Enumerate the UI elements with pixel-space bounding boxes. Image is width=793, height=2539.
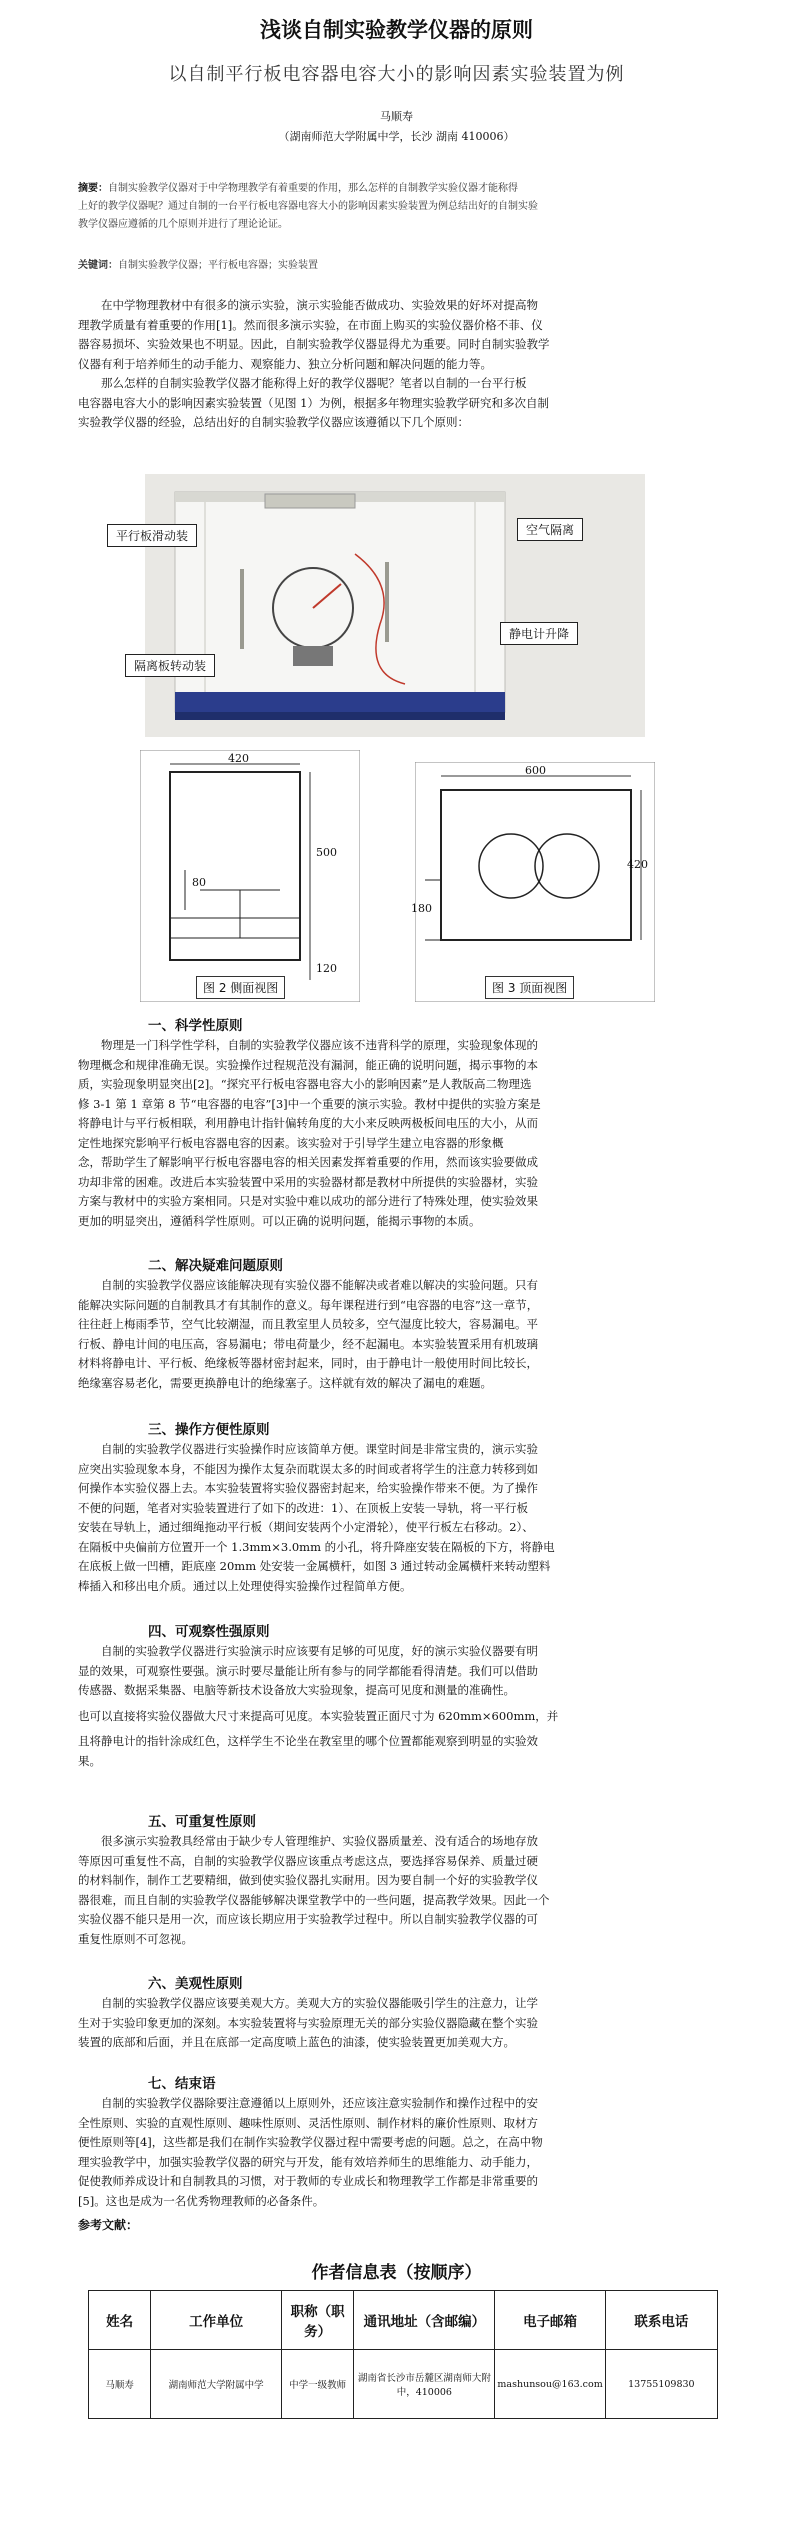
text-line: 功却非常的困难。改进后本实验装置中采用的实验器材都是教材中所提供的实验器材，实验 <box>78 1174 538 1189</box>
text-line: 行板、静电计间的电压高，容易漏电；带电荷量少，经不起漏电。本实验装置采用有机玻璃 <box>78 1336 538 1351</box>
text-line: 理教学质量有着重要的作用[1]。然而很多演示实验，在市面上购买的实验仪器价格不菲、仪 <box>78 317 543 332</box>
text-line: 何操作本实验仪器上去。本实验装置将实验仪器密封起来，给实验操作带来不便。为了操作 <box>78 1481 538 1495</box>
text-line: 生对于实验印象更加的深刻。本实验装置将与实验原理无关的部分实验仪器隐藏在整个实验 <box>78 2015 538 2030</box>
section-paragraph <box>78 1440 718 1596</box>
table-header: 通讯地址（含邮编） <box>354 2291 495 2350</box>
section-paragraph <box>78 1994 718 2053</box>
text-line: 材料将静电计、平行板、绝缘板等器材密封起来，同时，由于静电计一般使用时间比较长， <box>78 1356 538 1370</box>
dim-80: 80 <box>192 876 206 889</box>
label-air-isolation: 空气隔离 <box>517 518 583 541</box>
text-line: 质，实验现象明显突出[2]。“探究平行板电容器电容大小的影响因素”是人教版高二物理选 <box>78 1077 532 1091</box>
text-line: 仪器有利于培养师生的动手能力、观察能力、独立分析问题和解决问题的能力等。 <box>78 356 492 371</box>
text-line: 电容器电容大小的影响因素实验装置（见图 1）为例，根据多年物理实验教学研究和多次自制 <box>78 395 549 410</box>
table-cell: mashunsou@163.com <box>495 2350 605 2419</box>
text-line: 方案与教材中的实验方案相同。只是对实验中难以成功的部分进行了特殊处理，使实验效果 <box>78 1194 538 1208</box>
text-line: 自制的实验教学仪器进行实验演示时应该要有足够的可见度，好的演示实验仪器要有明 <box>101 1644 538 1658</box>
section-paragraph <box>78 2094 718 2211</box>
text-line: 那么怎样的自制实验教学仪器才能称得上好的教学仪器呢？笔者以自制的一台平行板 <box>101 376 527 390</box>
text-line: 定性地探究影响平行板电容器电容的因素。该实验对于引导学生建立电容器的形象概 <box>78 1135 504 1150</box>
section-heading: 五、可重复性原则 <box>148 1814 256 1830</box>
text-line: 将静电计与平行板相联，利用静电计指针偏转角度的大小来反映两极板间电压的大小，从而 <box>78 1116 538 1130</box>
table-header-row <box>89 2291 718 2350</box>
dim-height: 500 <box>316 846 337 859</box>
abstract-line: 教学仪器应遵循的几个原则并进行了理论论证。 <box>78 219 288 230</box>
text-line: 不便的问题，笔者对实验装置进行了如下的改进：1）、在顶板上安装一导轨，将一平行板 <box>78 1500 529 1515</box>
text-line: 安装在导轨上，通过细绳拖动平行板（期间安装两个小定滑轮），使平行板左右移动。2）、 <box>78 1520 534 1534</box>
table-header: 职称（职务） <box>282 2291 354 2350</box>
text-line: 的材料制作，制作工艺要精细，做到使实验仪器扎实耐用。因为要自制一个好的实验教学仪 <box>78 1873 538 1887</box>
abstract-line: 上好的教学仪器呢？通过自制的一台平行板电容器电容大小的影响因素实验装置为例总结出好的自制实验 <box>78 201 538 212</box>
text-line: 很多演示实验教具经常由于缺少专人管理维护、实验仪器质量差、没有适合的场地存放 <box>101 1834 538 1848</box>
text-line: 往往赶上梅雨季节，空气比较潮湿，而且教室里人员较多，空气湿度比较大，容易漏电。平 <box>78 1317 538 1331</box>
table-cell: 13755109830 <box>605 2350 717 2419</box>
text-line: 全性原则、实验的直观性原则、趣味性原则、灵活性原则、制作材料的廉价性原则、取材方 <box>78 2115 538 2130</box>
text-line: 重复性原则不可忽视。 <box>78 1931 193 1946</box>
text-line: 显的效果，可观察性要强。演示时要尽量能让所有参与的同学都能看得清楚。我们可以借助 <box>78 1663 538 1678</box>
text-line: 应突出实验现象本身，不能因为操作太复杂而耽误太多的时间或者将学生的注意力转移到如 <box>78 1461 538 1476</box>
text-line: 念，帮助学生了解影响平行板电容器电容的相关因素发挥着重要的作用，然而该实验要做成 <box>78 1155 538 1169</box>
dim-180: 180 <box>411 902 432 915</box>
dim-width: 420 <box>228 752 249 765</box>
text-line: 修 3-1 第 1 章第 8 节“电容器的电容”[3]中一个重要的演示实验。教材中提供的实验方案是 <box>78 1096 541 1111</box>
section-paragraph <box>78 1642 718 1771</box>
text-line: 自制的实验教学仪器进行实验操作时应该简单方便。课堂时间是非常宝贵的，演示实验 <box>101 1442 538 1456</box>
abstract-label: 摘要： <box>78 183 108 194</box>
references-title: 参考文献： <box>78 2218 139 2232</box>
figure-2-caption: 图 2 侧面视图 <box>196 976 285 999</box>
table-header: 电子邮箱 <box>495 2291 605 2350</box>
text-line: 传感器、数据采集器、电脑等新技术设备放大实验现象，提高可见度和测量的准确性。 <box>78 1683 515 1697</box>
author-table-title: 作者信息表（按顺序） <box>311 2263 482 2283</box>
text-line: 果。 <box>78 1753 101 1768</box>
section-heading: 六、美观性原则 <box>148 1976 243 1992</box>
abstract-line: 自制实验教学仪器对于中学物理教学有着重要的作用，那么怎样的自制教学实验仪器才能称得 <box>108 183 518 194</box>
apparatus-photo <box>116 474 645 737</box>
text-line: 实验仪器不能只是用一次，而应该长期应用于实验教学过程中。所以自制实验教学仪器的可 <box>78 1912 538 1926</box>
section-heading: 三、操作方便性原则 <box>148 1422 270 1438</box>
label-electrometer-lift: 静电计升降 <box>500 622 578 645</box>
section-paragraph <box>78 1832 718 1949</box>
text-line: 在中学物理教材中有很多的演示实验，演示实验能否做成功、实验效果的好坏对提高物 <box>101 298 538 312</box>
text-line: 物理概念和规律准确无误。实验操作过程规范没有漏洞，能正确的说明问题，揭示事物的本 <box>78 1057 538 1072</box>
table-header: 工作单位 <box>151 2291 282 2350</box>
figure-top-view <box>411 762 655 1002</box>
text-line: [5]。这也是成为一名优秀物理教师的必备条件。 <box>78 2193 325 2208</box>
author-name: 马顺寿 <box>380 110 413 123</box>
text-line: 物理是一门科学性学科，自制的实验教学仪器应该不违背科学的原理，实验现象体现的 <box>101 1038 538 1052</box>
text-line: 绝缘塞容易老化，需要更换静电计的绝缘塞子。这样就有效的解决了漏电的难题。 <box>78 1375 492 1390</box>
intro-paragraph <box>78 296 718 433</box>
table-row <box>89 2350 718 2419</box>
text-line: 也可以直接将实验仪器做大尺寸来提高可见度。本实验装置正面尺寸为 620mm×600mm，并 <box>78 1708 559 1723</box>
text-line: 在底板上做一凹槽，距底座 20mm 处安装一金属横杆，如图 3 通过转动金属横杆来转动塑料 <box>78 1559 551 1573</box>
text-line: 装置的底部和后面，并且在底部一定高度喷上蓝色的油漆，使实验装置更加美观大方。 <box>78 2035 515 2049</box>
section-heading: 四、可观察性强原则 <box>148 1624 270 1640</box>
text-line: 实验教学仪器的经验，总结出好的自制实验教学仪器应该遵循以下几个原则： <box>78 415 469 429</box>
table-cell: 湖南师范大学附属中学 <box>151 2350 282 2419</box>
table-cell: 湖南省长沙市岳麓区湖南师大附中，410006 <box>354 2350 495 2419</box>
table-cell: 马顺寿 <box>89 2350 151 2419</box>
text-line: 器容易损坏、实验效果也不明显。因此，自制实验教学仪器显得尤为重要。同时自制实验教学 <box>78 337 550 351</box>
text-line: 更加的明显突出，遵循科学性原则。可以正确的说明问题，能揭示事物的本质。 <box>78 1213 481 1228</box>
text-line: 自制的实验教学仪器除要注意遵循以上原则外，还应该注意实验制作和操作过程中的安 <box>101 2096 538 2110</box>
text-line: 棒插入和移出电介质。通过以上处理使得实验操作过程简单方便。 <box>78 1578 412 1593</box>
paper-subtitle: 以自制平行板电容器电容大小的影响因素实验装置为例 <box>168 64 625 85</box>
section-paragraph <box>78 1276 718 1393</box>
text-line: 便性原则等[4]，这些都是我们在制作实验教学仪器过程中需要考虑的问题。总之，在高中物 <box>78 2135 543 2149</box>
text-line: 且将静电计的指针涂成红色，这样学生不论坐在教室里的哪个位置都能观察到明显的实验效 <box>78 1734 538 1748</box>
section-heading: 七、结束语 <box>148 2076 216 2092</box>
keywords-text: 自制实验教学仪器；平行板电容器；实验装置 <box>118 260 318 271</box>
text-line: 自制的实验教学仪器应该能解决现有实验仪器不能解决或者难以解决的实验问题。只有 <box>101 1278 538 1292</box>
text-line: 促使教师养成设计和自制教具的习惯，对于教师的专业成长和物理教学工作都是非常重要的 <box>78 2174 538 2188</box>
label-board-rotator: 隔离板转动装 <box>125 654 215 677</box>
top-view-drawing <box>415 762 655 1002</box>
dim-width: 600 <box>525 764 546 777</box>
text-line: 器很难，而且自制的实验教学仪器能够解决课堂教学中的一些问题，提高教学效果。因此一个 <box>78 1892 550 1907</box>
dim-height: 420 <box>627 858 648 871</box>
table-header: 姓名 <box>89 2291 151 2350</box>
figure-side-view <box>140 750 360 1002</box>
label-plate-slider: 平行板滑动装 <box>107 524 197 547</box>
keywords <box>78 256 718 271</box>
section-paragraph <box>78 1036 718 1231</box>
text-line: 理实验教学中，加强实验教学仪器的研究与开发，能有效培养师生的思维能力、动手能力， <box>78 2154 538 2169</box>
author-info-table <box>88 2290 718 2419</box>
author-affiliation: （湖南师范大学附属中学，长沙 湖南 410006） <box>278 130 515 143</box>
section-heading: 一、科学性原则 <box>148 1018 243 1034</box>
text-line: 等原因可重复性不高，自制的实验教学仪器应该重点考虑这点，要选择容易保养、质量过硬 <box>78 1853 538 1868</box>
apparatus-drawing <box>145 474 645 737</box>
dim-120: 120 <box>316 962 337 975</box>
text-line: 自制的实验教学仪器应该要美观大方。美观大方的实验仪器能吸引学生的注意力，让学 <box>101 1996 538 2010</box>
paper-title: 浅谈自制实验教学仪器的原则 <box>260 18 533 42</box>
text-line: 在隔板中央偏前方位置开一个 1.3mm×3.0mm 的小孔，将升降座安装在隔板的下方，将静电 <box>78 1539 555 1554</box>
keywords-label: 关键词： <box>78 260 118 271</box>
section-heading: 二、解决疑难问题原则 <box>148 1258 283 1274</box>
text-line: 能解决实际问题的自制教具才有其制作的意义。每年课程进行到“电容器的电容”这一章节， <box>78 1297 539 1312</box>
table-cell: 中学一级教师 <box>282 2350 354 2419</box>
table-header: 联系电话 <box>605 2291 717 2350</box>
figure-3-caption: 图 3 顶面视图 <box>485 976 574 999</box>
abstract <box>78 180 718 234</box>
